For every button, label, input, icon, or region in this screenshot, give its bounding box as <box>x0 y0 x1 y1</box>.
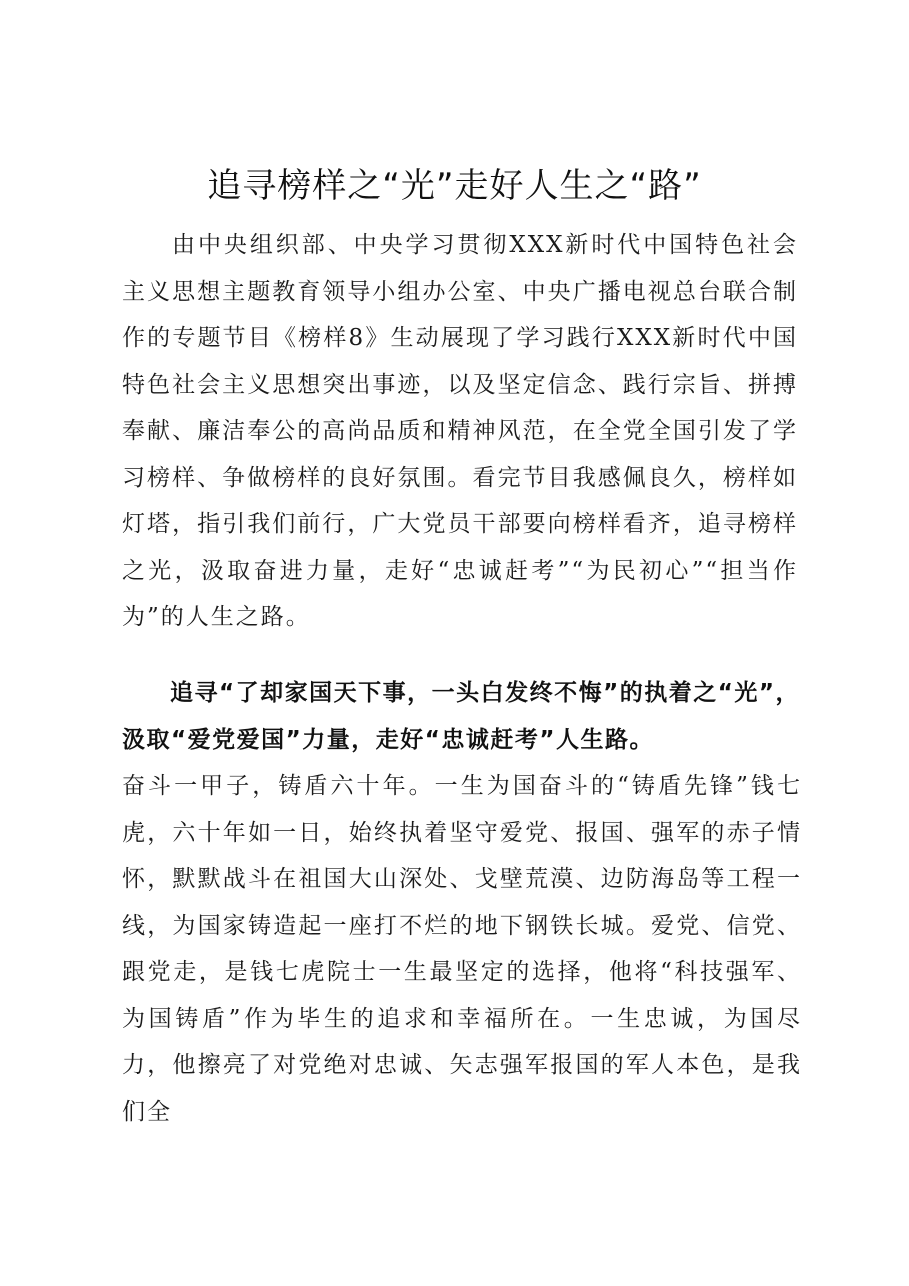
section-paragraph: 奋斗一甲子，铸盾六十年。一生为国奋斗的“铸盾先锋”钱七虎，六十年如一日，始终执着坚守爱党、报国、强军的赤子情怀，默默战斗在祖国大山深处、戈壁荒漠、边防海岛等工程一线，为国家铸造起一座打不烂的地下钢铁长城。爱党、信党、跟党走，是钱七虎院士一生最坚定的选择，他将“科技强军、为国铸盾”作为毕生的追求和幸福所在。一生忠诚，为国尽力，他擦亮了对党绝对忠诚、矢志强军报国的军人本色，是我们全 <box>122 773 802 1125</box>
intro-paragraph: 由中央组织部、中央学习贯彻XXX新时代中国特色社会主义思想主题教育领导小组办公室、中央广播电视总台联合制作的专题节目《榜样8》生动展现了学习践行XXX新时代中国特色社会主义思想突出事迹，以及坚定信念、践行宗旨、拼搏奉献、廉洁奉公的高尚品质和精神风范，在全党全国引发了学习榜样、争做榜样的良好氛围。看完节目我感佩良久，榜样如灯塔，指引我们前行，广大党员干部要向榜样看齐，追寻榜样之光，汲取奋进力量，走好“忠诚赶考”“为民初心”“担当作为”的人生之路。 <box>122 232 798 630</box>
section-heading: 追寻“了却家国天下事，一头白发终不悔”的执着之“光”，汲取“爱党爱国”力量，走好“忠诚赶考”人生路。 <box>122 680 800 753</box>
document-title: 追寻榜样之“光”走好人生之“路” <box>207 166 702 206</box>
